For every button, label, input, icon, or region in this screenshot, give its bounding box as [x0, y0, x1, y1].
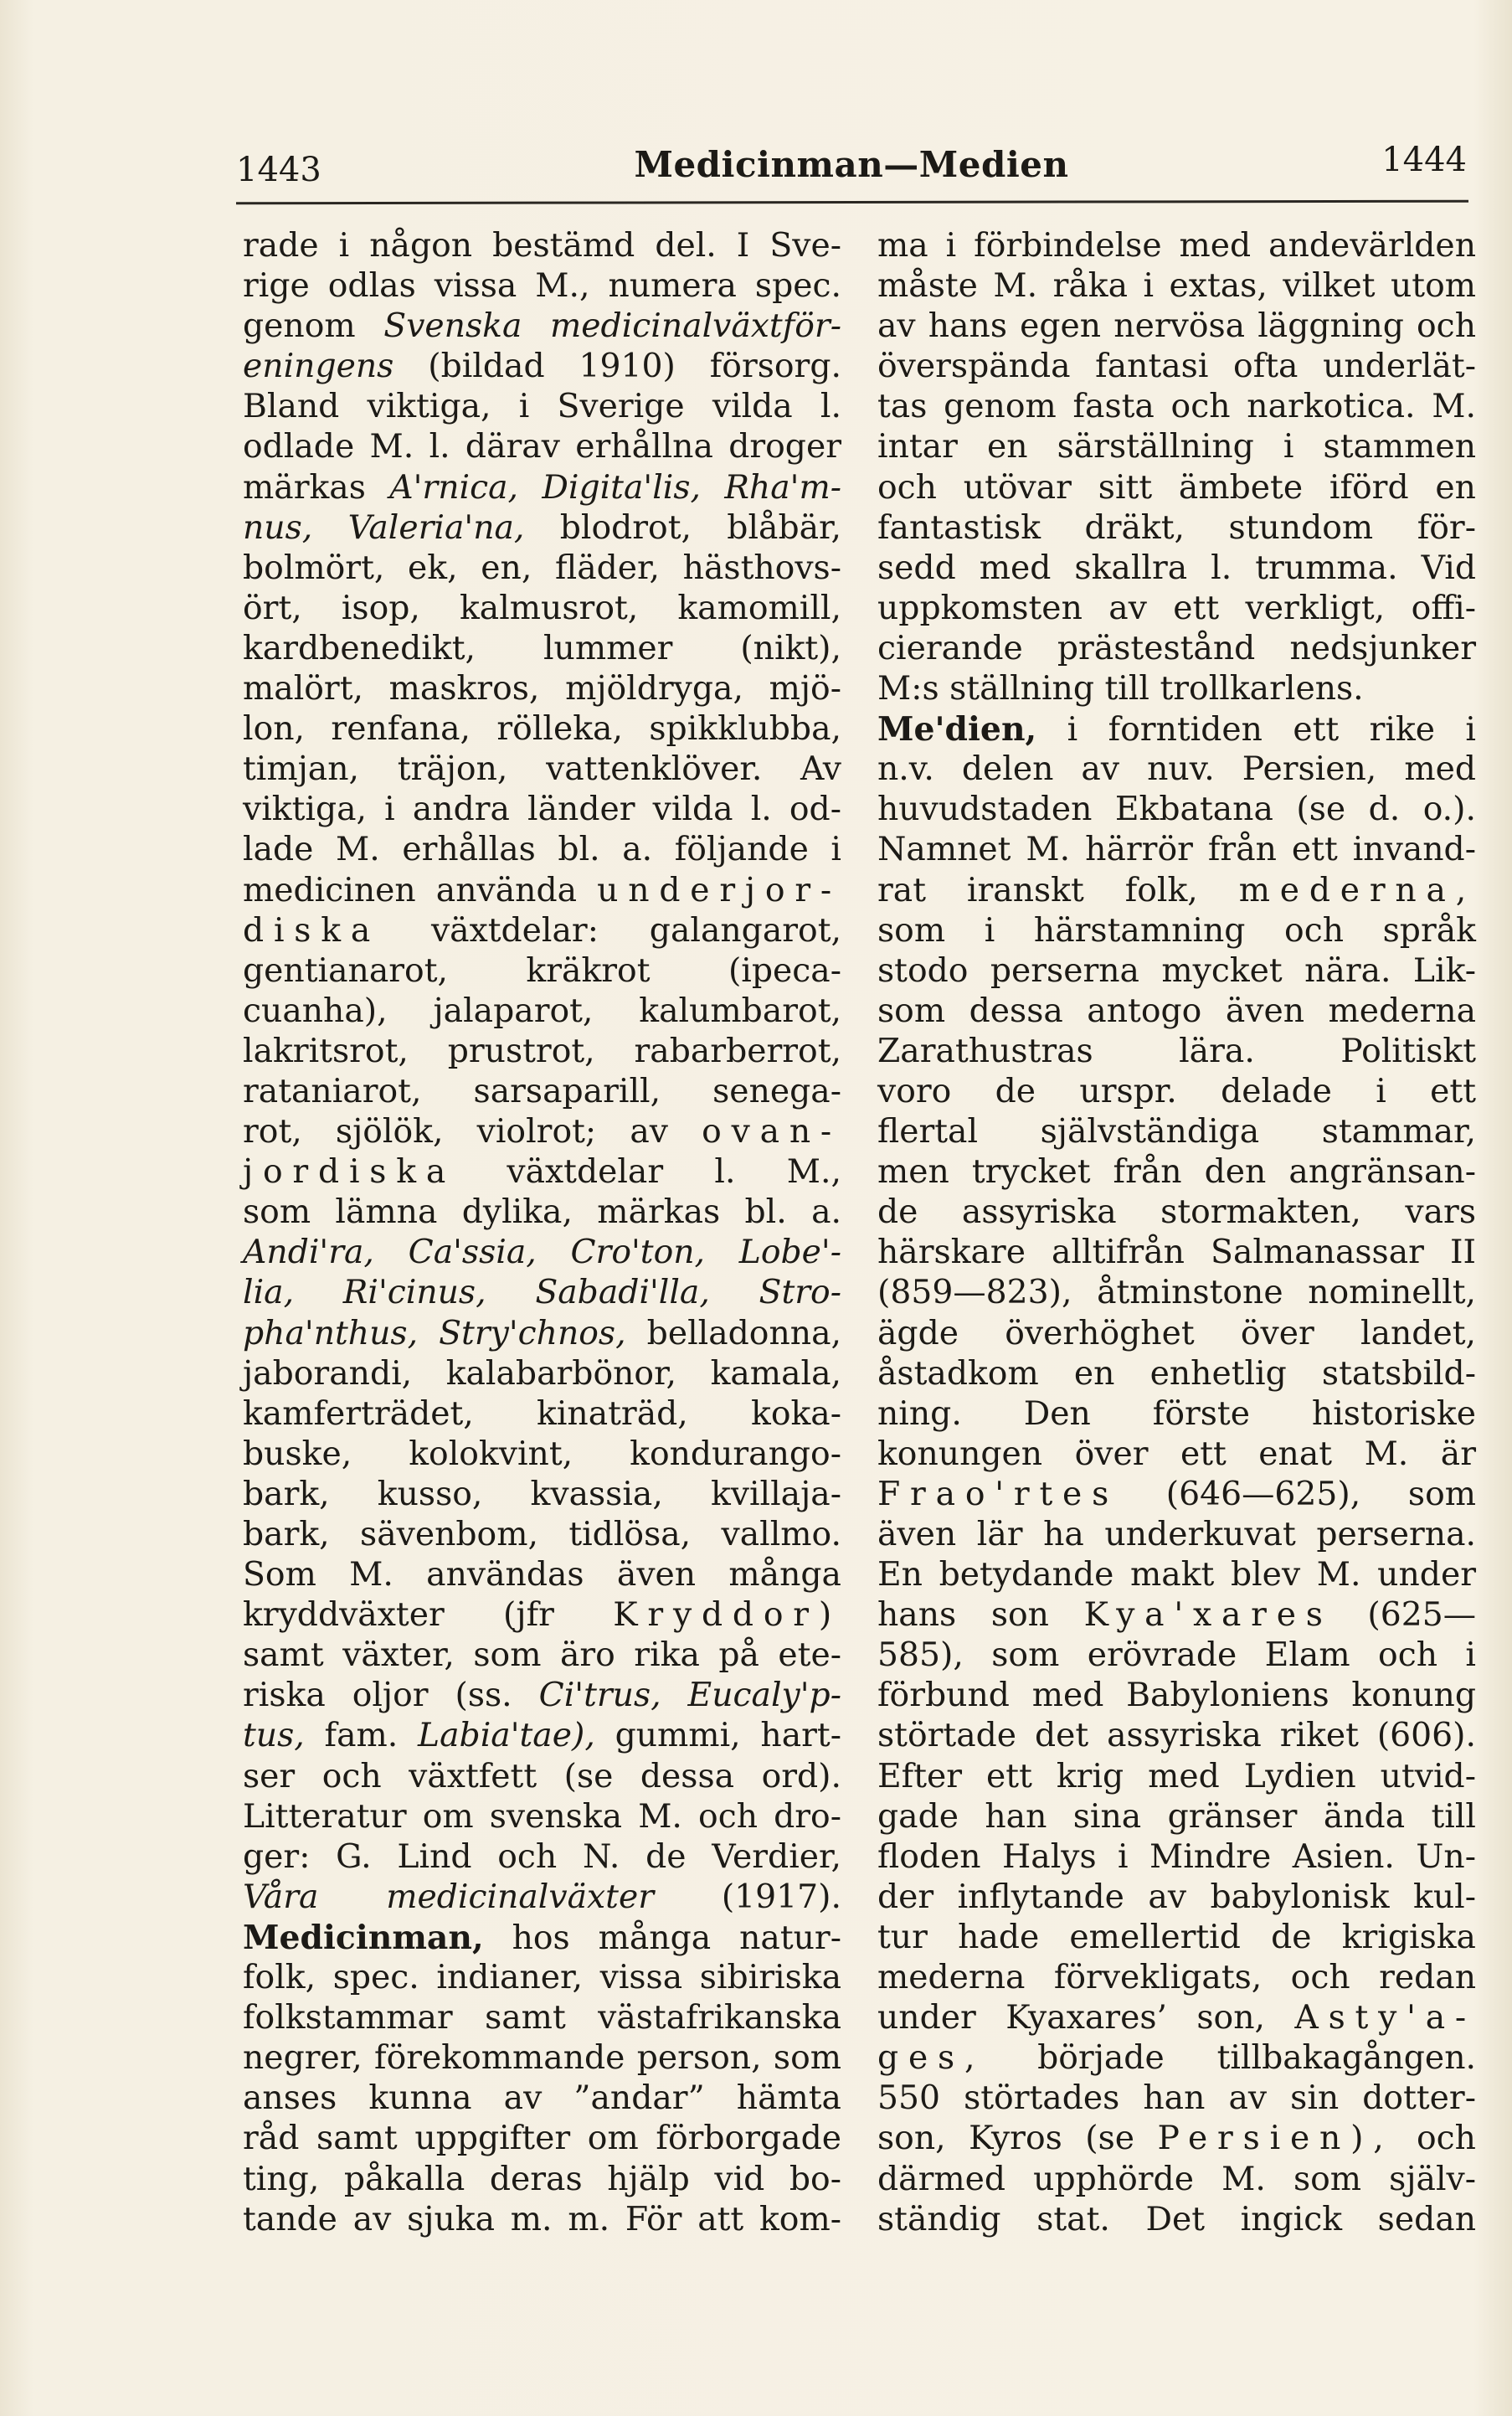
- text-line: som i härstamning och språk: [877, 911, 1476, 950]
- page-title: Medicinman—Medien: [634, 144, 1069, 185]
- text-line: M:s ställning till trollkarlens.: [877, 670, 1364, 708]
- text-line: tur hade emellertid de krigiska: [877, 1918, 1476, 1956]
- text-line: ser och växtfett (se dessa ord).: [243, 1757, 841, 1795]
- text-span: gummi, hart-: [615, 1717, 841, 1755]
- text-line: stodo perserna mycket nära. Lik-: [877, 951, 1476, 990]
- text-line: [243, 1152, 841, 1193]
- text-line: samt växter, som äro rika på ete-: [243, 1636, 841, 1675]
- text-line: de assyriska stormakten, vars: [877, 1193, 1476, 1232]
- text-span: son, Kyros (se: [877, 2120, 1135, 2158]
- text-line: [243, 1233, 841, 1273]
- text-line: sedd med skallra l. trumma. Vid: [877, 549, 1476, 587]
- text-span: riska oljor (ss.: [243, 1677, 512, 1715]
- text-line: förbund med Babyloniens konung: [877, 1677, 1476, 1715]
- text-span: under Kyaxares’ son,: [877, 1999, 1266, 2037]
- text-line: floden Halys i Mindre Asien. Un-: [877, 1837, 1476, 1876]
- text-span: (bildad 1910) försorg.: [428, 348, 841, 386]
- text-line: Litteratur om svenska M. och dro-: [243, 1797, 841, 1836]
- header-rule: [236, 200, 1468, 205]
- text-line: (859—823), åtminstone nominellt,: [877, 1274, 1476, 1312]
- text-line: [877, 2038, 1476, 2079]
- text-span: fam.: [324, 1717, 399, 1755]
- right-column: [877, 226, 1476, 2240]
- text-line: 585), som erövrade Elam och i: [877, 1636, 1476, 1675]
- text-line: huvudstaden Ekbatana (se d. o.).: [877, 791, 1476, 829]
- italic-span: A'rnica, Digita'lis, Rha'm-: [389, 468, 841, 507]
- text-span: genom: [243, 307, 356, 346]
- text-line: konungen över ett enat M. är: [877, 1435, 1476, 1473]
- text-line: [243, 1112, 841, 1152]
- text-line: råd samt uppgifter om förborgade: [243, 2120, 841, 2158]
- spaced-span: diska: [243, 911, 381, 950]
- spaced-span: ges,: [877, 2039, 985, 2078]
- text-span: hos många natur-: [512, 1919, 841, 1957]
- text-line: som lämna dylika, märkas bl. a.: [243, 1193, 841, 1232]
- text-line: 550 störtades han av sin dotter-: [877, 2079, 1476, 2118]
- spaced-span: ovan-: [702, 1113, 841, 1151]
- running-head: [236, 141, 1467, 199]
- text-line: [243, 307, 841, 347]
- text-line: störtade det assyriska riket (606).: [877, 1717, 1476, 1755]
- text-line: anses kunna av ”andar” hämta: [243, 2079, 841, 2118]
- italic-span: tus,: [243, 1717, 305, 1755]
- text-line: buske, kolokvint, kondurango-: [243, 1435, 841, 1473]
- italic-span: pha'nthus, Stry'chnos,: [243, 1314, 626, 1352]
- italic-span: Svenska medicinalväxtför-: [383, 307, 841, 346]
- text-line: ört, isop, kalmusrot, kamomill,: [243, 589, 841, 627]
- page-number-left: 1443: [236, 151, 321, 189]
- text-line: [243, 508, 841, 549]
- text-line: kamferträdet, kinaträd, koka-: [243, 1394, 841, 1433]
- text-line: [243, 1878, 841, 1918]
- italic-span: eningens: [243, 348, 394, 386]
- text-line: bolmört, ek, en, fläder, hästhovs-: [243, 549, 841, 587]
- text-line: därmed upphörde M. som själv-: [877, 2160, 1476, 2198]
- text-span: rot, sjölök, violrot; av: [243, 1113, 668, 1151]
- text-line: [877, 1475, 1476, 1515]
- text-line: odlade M. l. därav erhållna droger: [243, 428, 841, 466]
- entry-headword: Medicinman,: [243, 1918, 484, 1957]
- text-span: belladonna,: [646, 1314, 841, 1352]
- text-span: växtdelar: galangarot,: [430, 911, 841, 950]
- text-line: [877, 1595, 1476, 1636]
- text-line: härskare alltifrån Salmanassar II: [877, 1234, 1476, 1272]
- text-line: fantastisk dräkt, stundom för-: [877, 508, 1476, 547]
- text-line: [243, 1595, 841, 1636]
- text-line: lade M. erhållas bl. a. följande i: [243, 831, 841, 869]
- spaced-span: Frao'rtes: [877, 1475, 1119, 1513]
- italic-span: Våra medicinalväxter: [243, 1878, 654, 1916]
- text-line: lon, renfana, rölleka, spikklubba,: [243, 710, 841, 749]
- text-line: tas genom fasta och narkotica. M.: [877, 388, 1476, 426]
- text-line: En betydande makt blev M. under: [877, 1556, 1476, 1594]
- text-line: ning. Den förste historiske: [877, 1394, 1476, 1433]
- entry-headword: Me'dien,: [877, 710, 1037, 750]
- text-line: [877, 1998, 1476, 2038]
- text-line: [243, 911, 841, 951]
- text-line: även lär ha underkuvat perserna.: [877, 1516, 1476, 1553]
- text-line: jaborandi, kalabarbönor, kamala,: [243, 1354, 841, 1393]
- italic-span: nus, Valeria'na,: [243, 508, 525, 547]
- text-line: [243, 468, 841, 508]
- spaced-span: Persien),: [1157, 2120, 1394, 2158]
- text-line: [877, 2119, 1476, 2159]
- text-line: malört, maskros, mjöldryga, mjö-: [243, 670, 841, 708]
- spaced-span: Kryddor): [613, 1596, 841, 1635]
- text-line: Efter ett krig med Lydien utvid-: [877, 1757, 1476, 1795]
- text-span: och: [1417, 2120, 1476, 2158]
- text-line: överspända fantasi ofta underlät-: [877, 348, 1476, 386]
- text-line: der inflytande av babylonisk kul-: [877, 1878, 1476, 1916]
- text-line: [243, 1716, 841, 1756]
- text-line: [877, 871, 1476, 911]
- spaced-span: jordiska: [243, 1153, 456, 1192]
- text-span: i forntiden ett rike i: [1067, 711, 1476, 750]
- spaced-span: Asty'a-: [1294, 1999, 1476, 2037]
- text-line: rataniarot, sarsaparill, senega-: [243, 1072, 841, 1110]
- text-line: [243, 1314, 841, 1354]
- italic-span: Ci'trus, Eucaly'p-: [538, 1677, 841, 1715]
- text-line: [243, 347, 841, 387]
- text-line: cuanha), jalaparot, kalumbarot,: [243, 992, 841, 1030]
- text-line: viktiga, i andra länder vilda l. od-: [243, 791, 841, 829]
- italic-span: Andi'ra, Ca'ssia, Cro'ton, Lobe'-: [243, 1234, 841, 1272]
- text-line: intar en särställning i stammen: [877, 428, 1476, 466]
- text-span: hans son: [877, 1596, 1049, 1635]
- text-line: som dessa antogo även mederna: [877, 992, 1476, 1030]
- text-span: rat iranskt folk,: [877, 871, 1198, 909]
- text-line: [877, 709, 1476, 750]
- text-line: bark, kusso, kvassia, kvillaja-: [243, 1475, 841, 1513]
- text-line: timjan, träjon, vattenklöver. Av: [243, 750, 841, 789]
- text-line: ting, påkalla deras hjälp vid bo-: [243, 2160, 841, 2198]
- text-span: blodrot, blåbär,: [559, 508, 841, 547]
- text-line: ständig stat. Det ingick sedan: [877, 2200, 1476, 2238]
- text-line: n.v. delen av nuv. Persien, med: [877, 750, 1476, 789]
- text-span: (1917).: [721, 1878, 841, 1916]
- text-line: [243, 1918, 841, 1958]
- text-line: rige odlas vissa M., numera spec.: [243, 267, 841, 306]
- italic-span: Labia'tae),: [418, 1717, 595, 1755]
- text-line: folk, spec. indianer, vissa sibiriska: [243, 1959, 841, 1997]
- text-line: negrer, förekommande person, som: [243, 2039, 841, 2078]
- text-line: gade han sina gränser ända till: [877, 1797, 1476, 1836]
- text-line: ägde överhöghet över landet,: [877, 1314, 1476, 1352]
- left-column: [243, 226, 841, 2240]
- text-line: voro de urspr. delade i ett: [877, 1072, 1476, 1110]
- text-line: folkstammar samt västafrikanska: [243, 1999, 841, 2037]
- text-line: [243, 1676, 841, 1716]
- text-span: (646—625), som: [1165, 1475, 1476, 1513]
- text-line: flertal självständiga stammar,: [877, 1113, 1476, 1151]
- text-line: [243, 871, 841, 911]
- text-line: uppkomsten av ett verkligt, offi-: [877, 589, 1476, 627]
- text-line: mederna förvekligats, och redan: [877, 1959, 1476, 1997]
- page-number-right: 1444: [1381, 141, 1467, 179]
- text-line: ger: G. Lind och N. de Verdier,: [243, 1837, 841, 1876]
- text-line: tande av sjuka m. m. För att kom-: [243, 2200, 841, 2238]
- text-line: Zarathustras lära. Politiskt: [877, 1032, 1476, 1070]
- text-line: kardbenedikt, lummer (nikt),: [243, 629, 841, 667]
- text-line: gentianarot, kräkrot (ipeca-: [243, 951, 841, 990]
- text-span: växtdelar l. M.,: [507, 1153, 841, 1192]
- text-line: men trycket från den angränsan-: [877, 1153, 1476, 1192]
- text-span: märkas: [243, 468, 366, 507]
- text-line: cierande prästestånd nedsjunker: [877, 629, 1476, 667]
- spaced-span: mederna,: [1238, 871, 1476, 909]
- text-line: rade i någon bestämd del. I Sve-: [243, 227, 841, 265]
- text-line: måste M. råka i extas, vilket utom: [877, 267, 1476, 306]
- text-line: och utövar sitt ämbete iförd en: [877, 468, 1476, 507]
- spaced-span: underjor-: [597, 871, 841, 909]
- text-line: åstadkom en enhetlig statsbild-: [877, 1354, 1476, 1393]
- text-line: ma i förbindelse med andevärlden: [877, 227, 1476, 265]
- italic-span: lia, Ri'cinus, Sabadi'lla, Stro-: [243, 1274, 841, 1312]
- text-span: började tillbakagången.: [1037, 2039, 1476, 2078]
- text-line: bark, sävenbom, tidlösa, vallmo.: [243, 1516, 841, 1553]
- text-line: Som M. användas även många: [243, 1556, 841, 1594]
- text-line: Bland viktiga, i Sverige vilda l.: [243, 388, 841, 426]
- text-line: lakritsrot, prustrot, rabarberrot,: [243, 1032, 841, 1070]
- text-line: av hans egen nervösa läggning och: [877, 307, 1476, 346]
- text-span: kryddväxter (jfr: [243, 1596, 554, 1635]
- spaced-span: Kya'xares: [1083, 1596, 1333, 1635]
- text-line: Namnet M. härrör från ett invand-: [877, 831, 1476, 869]
- text-line: [243, 1273, 841, 1313]
- text-span: (625—: [1367, 1596, 1476, 1635]
- text-span: medicinen använda: [243, 871, 578, 909]
